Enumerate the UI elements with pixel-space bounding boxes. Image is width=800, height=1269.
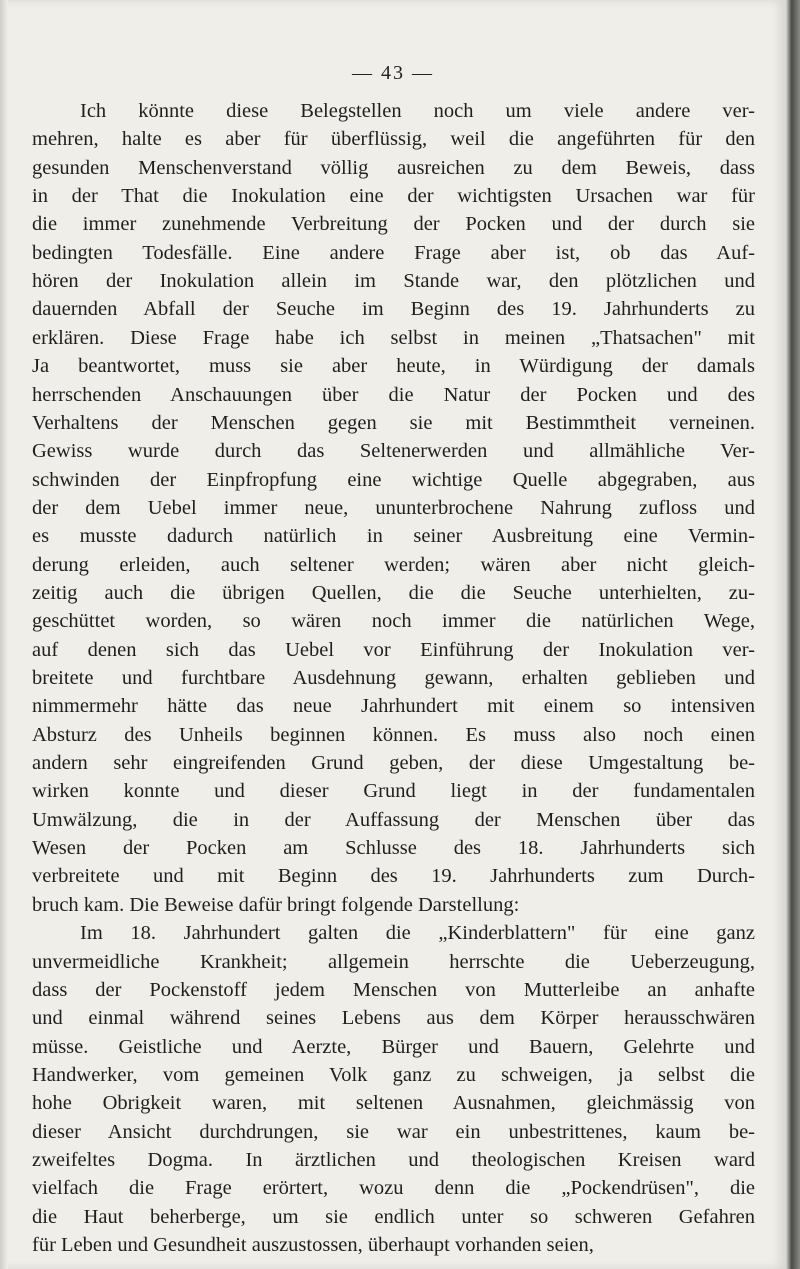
- text-line: bedingten Todesfälle. Eine andere Frage aber ist, ob das Auf-: [32, 241, 755, 264]
- text-line: es musste dadurch natürlich in seiner Ausbreitung eine Vermin-: [32, 525, 755, 548]
- text-line: die Haut beherberge, um sie endlich unter so schweren Gefahren: [32, 1205, 755, 1228]
- text-line: mehren, halte es aber für überflüssig, weil die angeführten für den: [32, 128, 755, 151]
- text-line: der dem Uebel immer neue, ununterbrochene Nahrung zufloss und: [32, 496, 755, 519]
- text-line: Im 18. Jahrhundert galten die „Kinderblattern" für eine ganz: [80, 922, 755, 945]
- text-line: andern sehr eingreifenden Grund geben, der diese Umgestaltung be-: [32, 752, 755, 775]
- text-line: Verhaltens der Menschen gegen sie mit Bestimmtheit verneinen.: [32, 411, 755, 434]
- text-line: dauernden Abfall der Seuche im Beginn des 19. Jahrhunderts zu: [32, 298, 755, 321]
- text-line: zeitig auch die übrigen Quellen, die die Seuche unterhielten, zu-: [32, 581, 755, 604]
- text-line: herrschenden Anschauungen über die Natur der Pocken und des: [32, 383, 755, 406]
- text-line: zweifeltes Dogma. In ärztlichen und theologischen Kreisen ward: [32, 1148, 755, 1171]
- text-line: unvermeidliche Krankheit; allgemein herrschte die Ueberzeugung,: [32, 950, 755, 973]
- page-edge: [786, 0, 800, 1269]
- text-line: wirken konnte und dieser Grund liegt in der fundamentalen: [32, 780, 755, 803]
- text-line: auf denen sich das Uebel vor Einführung der Inokulation ver-: [32, 638, 755, 661]
- text-line: hören der Inokulation allein im Stande war, den plötzlichen und: [32, 270, 755, 293]
- text-line: Umwälzung, die in der Auffassung der Menschen über das: [32, 808, 755, 831]
- text-line: für Leben und Gesundheit auszustossen, überhaupt vorhanden seien,: [32, 1234, 594, 1256]
- text-line: hohe Obrigkeit waren, mit seltenen Ausnahmen, gleichmässig von: [32, 1092, 755, 1115]
- text-line: dieser Ansicht durchdrungen, sie war ein unbestrittenes, kaum be-: [32, 1120, 755, 1143]
- text-line: Absturz des Unheils beginnen können. Es muss also noch einen: [32, 723, 755, 746]
- text-line: erklären. Diese Frage habe ich selbst in meinen „Thatsachen" mit: [32, 326, 755, 349]
- page-gutter: [0, 0, 8, 1269]
- text-line: müsse. Geistliche und Aerzte, Bürger und Bauern, Gelehrte und: [32, 1035, 755, 1058]
- page-number: — 43 —: [352, 62, 434, 84]
- text-line: die immer zunehmende Verbreitung der Pocken und der durch sie: [32, 213, 755, 236]
- text-line: Ja beantwortet, muss sie aber heute, in Würdigung der damals: [32, 355, 755, 378]
- text-line: Handwerker, vom gemeinen Volk ganz zu schweigen, ja selbst die: [32, 1063, 755, 1086]
- text-line: derung erleiden, auch seltener werden; wären aber nicht gleich-: [32, 553, 755, 576]
- text-line: bruch kam. Die Beweise dafür bringt folgende Darstellung:: [32, 893, 520, 916]
- text-line: Wesen der Pocken am Schlusse des 18. Jahrhunderts sich: [32, 837, 755, 860]
- text-line: und einmal während seines Lebens aus dem Körper herausschwären: [32, 1007, 755, 1030]
- text-line: vielfach die Frage erörtert, wozu denn die „Pockendrüsen", die: [32, 1177, 755, 1200]
- text-line: nimmermehr hätte das neue Jahrhundert mit einem so intensiven: [32, 695, 755, 718]
- text-line: gesunden Menschenverstand völlig ausreichen zu dem Beweis, dass: [32, 156, 755, 179]
- text-line: dass der Pockenstoff jedem Menschen von Mutterleibe an anhafte: [32, 978, 755, 1001]
- text-line: verbreitete und mit Beginn des 19. Jahrhunderts zum Durch-: [32, 865, 755, 888]
- text-line: Ich könnte diese Belegstellen noch um viele andere ver-: [80, 100, 755, 122]
- text-line: schwinden der Einpfropfung eine wichtige Quelle abgegraben, aus: [32, 468, 755, 491]
- text-line: geschüttet worden, so wären noch immer die natürlichen Wege,: [32, 610, 755, 633]
- text-line: breitete und furchtbare Ausdehnung gewann, erhalten geblieben und: [32, 667, 755, 689]
- text-line: in der That die Inokulation eine der wichtigsten Ursachen war für: [32, 185, 755, 208]
- text-line: Gewiss wurde durch das Seltenerwerden und allmähliche Ver-: [32, 440, 755, 463]
